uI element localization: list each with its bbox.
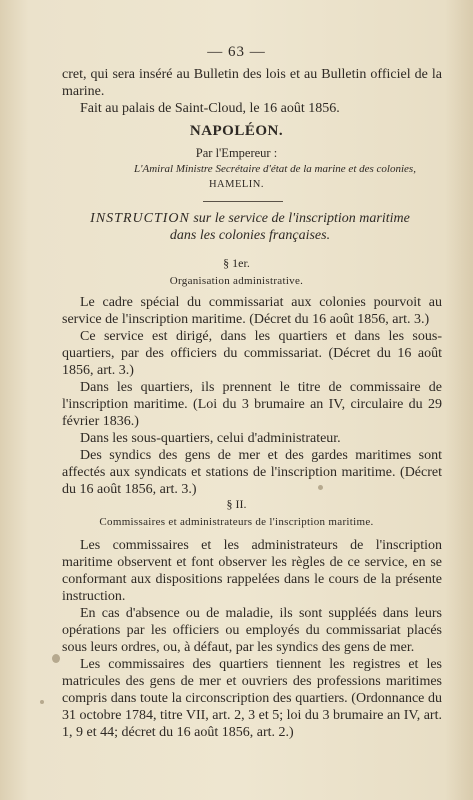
signature-for-emperor: Par l'Empereur :	[195, 146, 278, 160]
section-1-paragraph: Dans les quartiers, ils prennent le titre de commissaire de l'inscription maritime. (Loi du 3 brumaire an IV, circulaire du 29 février 1836.)	[62, 380, 442, 429]
separator-rule	[203, 201, 283, 202]
intro-line-decree: cret, qui sera inséré au Bulletin des lois et au Bulletin officiel de la marine.	[62, 67, 442, 99]
instruction-title-rest: sur le service de l'inscription maritime	[189, 211, 410, 226]
section-1-body	[62, 294, 442, 498]
signature-name: NAPOLÉON.	[189, 123, 284, 139]
section-1-paragraph: Des syndics des gens de mer et des gardes maritimes sont affectés aux syndicats et stations de l'inscription maritime. (Décret du 16 août 1856, art. 3.)	[62, 448, 442, 497]
intro-line-date: Fait au palais de Saint-Cloud, le 16 août 1856.	[80, 101, 340, 116]
ink-spot	[52, 654, 60, 663]
section-1-number: § 1er.	[223, 256, 250, 270]
section-1-paragraph: Ce service est dirigé, dans les quartiers et dans les sous-quartiers, par des officiers du commissariat. (Décret du 16 août 1856, art. 3.)	[62, 329, 442, 378]
section-2-paragraph: Les commissaires et les administrateurs de l'inscription maritime observent et font observer les règles de ce service, en se conformant aux dispositions rappelées dans le cours de la présente instruction.	[62, 538, 442, 604]
instruction-title	[60, 210, 440, 244]
section-1-paragraph: Dans les sous-quartiers, celui d'administrateur.	[80, 431, 341, 446]
section-2-number: § II.	[226, 497, 247, 511]
instruction-title-caps: INSTRUCTION	[90, 211, 190, 226]
section-2-paragraph: Les commissaires des quartiers tiennent les registres et les matricules des gens de mer et ouvriers des professions maritimes compris dans toute la circonscription des quartiers. (Ordonnance du 31 octobre 1784, titre VII, art. 2, 3 et 5; loi du 3 brumaire an IV, art. 1, 9 et 44; décret du 16 août 1856, art. 2.)	[62, 657, 442, 740]
ink-spot	[318, 485, 323, 490]
instruction-title-line2: dans les colonies françaises.	[169, 228, 331, 243]
section-1-heading: Organisation administrative.	[169, 275, 304, 287]
page-number: — 63 —	[207, 44, 266, 60]
minister-name: HAMELIN.	[208, 179, 265, 190]
section-1-paragraph: Le cadre spécial du commissariat aux colonies pourvoit au service de l'inscription maritime. (Décret du 16 août 1856, art. 3.)	[62, 295, 442, 327]
section-2-heading: Commissaires et administrateurs de l'inscription maritime.	[99, 516, 374, 528]
section-2-paragraph: En cas d'absence ou de maladie, ils sont suppléés dans leurs opérations par les officiers ou employés du commissariat placés sous leurs ordres, ou, à défaut, par les syndics des gens de mer.	[62, 606, 442, 655]
ink-spot	[40, 700, 44, 704]
intro-text	[62, 66, 442, 117]
minister-role: L'Amiral Ministre Secrétaire d'état de la marine et des colonies,	[134, 163, 416, 175]
section-2-body	[62, 537, 442, 741]
